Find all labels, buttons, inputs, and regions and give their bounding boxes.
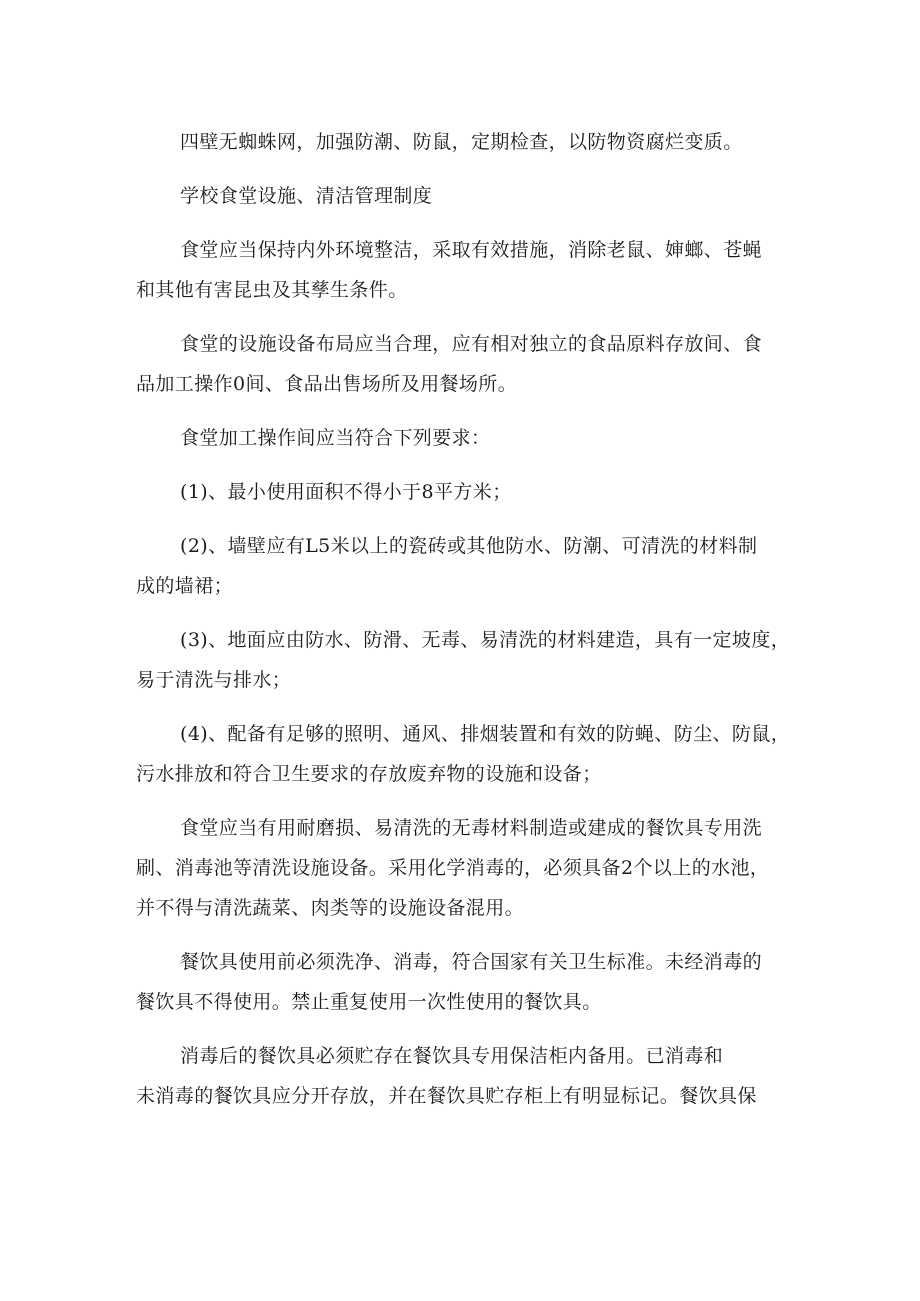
paragraph-10 (136, 808, 806, 928)
text-line: (4)、配备有足够的照明、通风、排烟装置和有效的防蝇、防尘、防鼠， (180, 723, 791, 745)
paragraph-3 (136, 230, 806, 310)
text-line: (1)、最小使用面积不得小于8平方米； (180, 481, 512, 503)
list-item-4 (136, 714, 806, 794)
list-item-3 (136, 620, 806, 700)
text-line: 刷、消毒池等清洗设施设备。采用化学消毒的，必须具备2个以上的水池， (136, 857, 770, 879)
text-line: 并不得与清洗蔬菜、肉类等的设施设备混用。 (136, 897, 525, 919)
paragraph-5 (136, 418, 806, 458)
text-line: (3)、地面应由防水、防滑、无毒、易清洗的材料建造，具有一定坡度， (180, 629, 791, 651)
text-line: 餐饮具不得使用。禁止重复使用一次性使用的餐饮具。 (136, 991, 602, 1013)
text-line: 食堂的设施设备布局应当合理，应有相对独立的食品原料存放间、食 (180, 333, 763, 355)
list-item-1 (136, 472, 806, 512)
text-line: 和其他有害昆虫及其孳生条件。 (136, 279, 408, 301)
text-line: 食堂应当有用耐磨损、易清洗的无毒材料制造或建成的餐饮具专用洗 (180, 817, 763, 839)
paragraph-4 (136, 324, 806, 404)
paragraph-11 (136, 942, 806, 1022)
text-line: 学校食堂设施、清洁管理制度 (180, 185, 433, 207)
paragraph-1 (136, 122, 806, 162)
text-line: 消毒后的餐饮具必须贮存在餐饮具专用保洁柜内备用。已消毒和 (180, 1045, 724, 1067)
section-heading (136, 176, 806, 216)
text-line: 餐饮具使用前必须洗净、消毒，符合国家有关卫生标准。未经消毒的 (180, 951, 763, 973)
text-line: 品加工操作0间、食品出售场所及用餐场所。 (136, 373, 518, 395)
paragraph-12 (136, 1036, 806, 1116)
text-line: (2)、墙壁应有L5米以上的瓷砖或其他防水、防潮、可清洗的材料制 (180, 535, 758, 557)
text-line: 成的墙裙； (136, 575, 234, 597)
text-line: 易于清洗与排水； (136, 669, 292, 691)
document-body (136, 122, 806, 1130)
text-line: 污水排放和符合卫生要求的存放废弃物的设施和设备； (136, 763, 602, 785)
text-line: 食堂应当保持内外环境整洁，采取有效措施，消除老鼠、婶螂、苍蝇 (180, 239, 763, 261)
text-line: 食堂加工操作间应当符合下列要求： (180, 427, 491, 449)
text-line: 四壁无蜘蛛网，加强防潮、防鼠，定期检查，以防物资腐烂变质。 (180, 131, 743, 153)
text-line: 未消毒的餐饮具应分开存放，并在餐饮具贮存柜上有明显标记。餐饮具保 (136, 1085, 757, 1107)
list-item-2 (136, 526, 806, 606)
